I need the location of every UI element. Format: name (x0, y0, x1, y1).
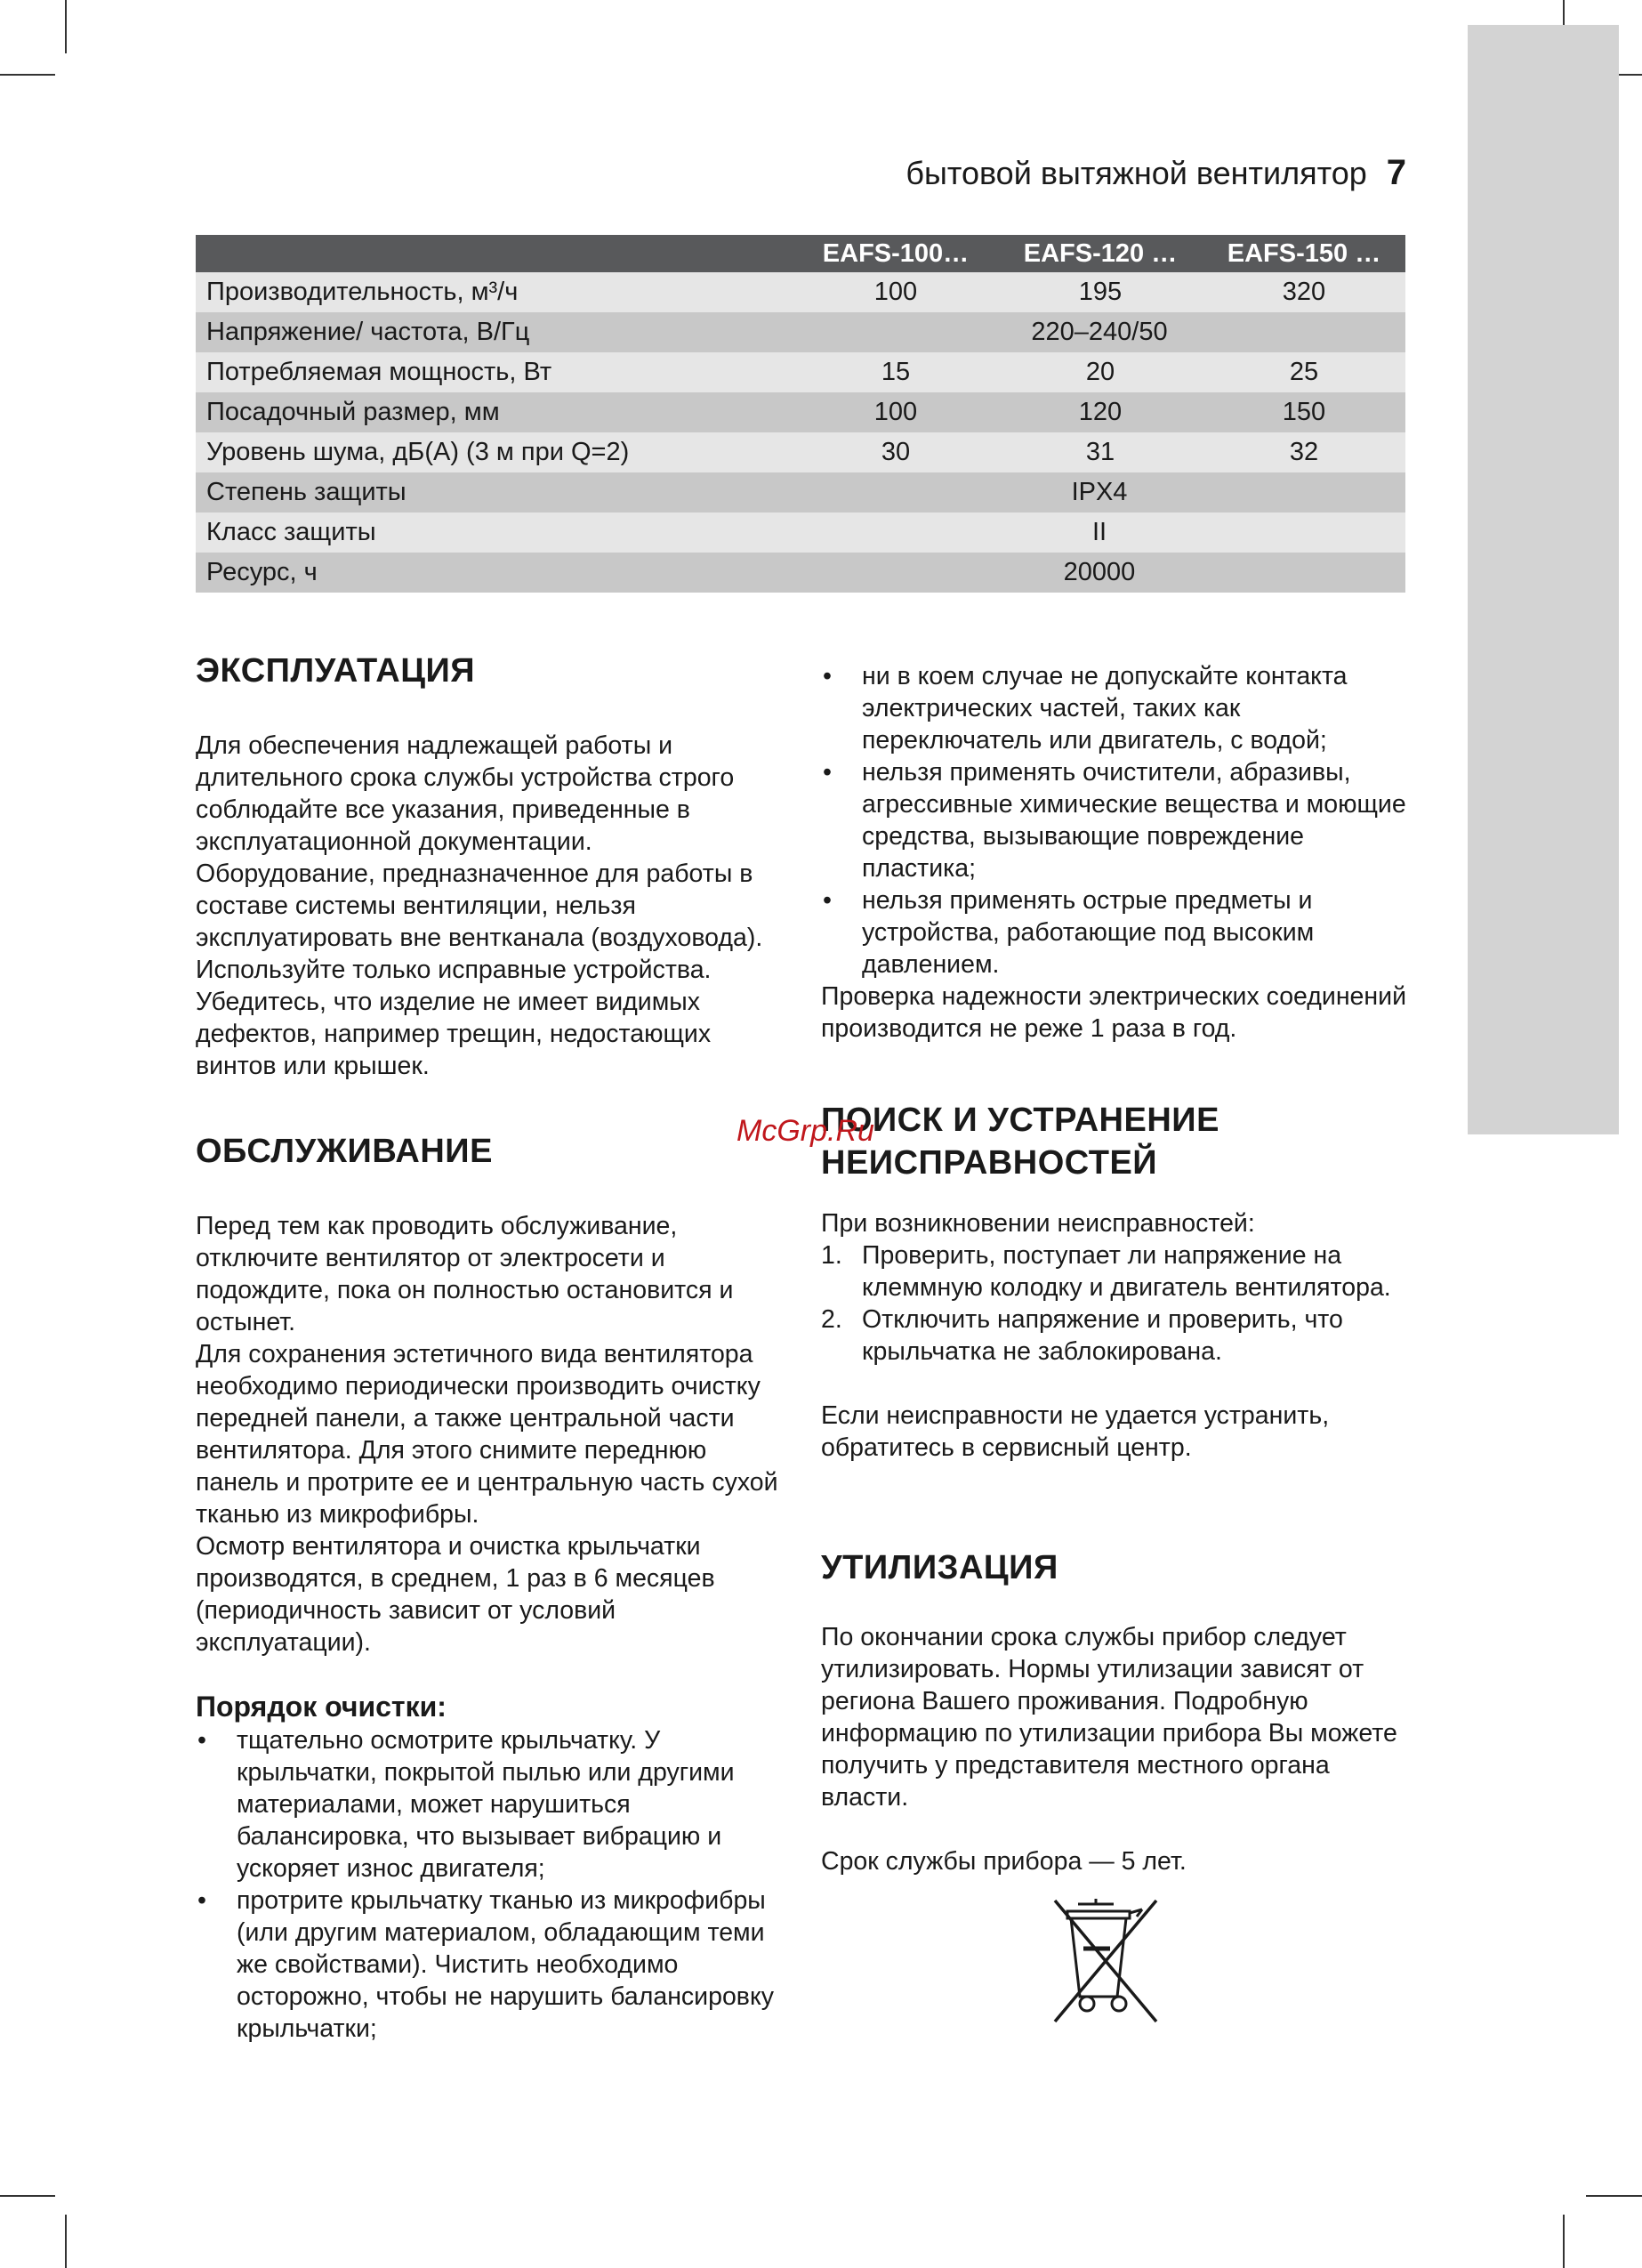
table-row (196, 513, 1405, 553)
paragraph: Для сохранения эстетичного вида вентилятора необходимо периодически производить очистку передней панели, а также центральной части вентилятора. Для этого снимите переднюю панель и протрите ее и центральную часть сухой тканью из микрофибры. (196, 1340, 778, 1529)
paragraph: Перед тем как проводить обслуживание, отключите вентилятор от электросети и подождите, пока он полностью остановится и остынет. (196, 1212, 734, 1336)
page-number: 7 (1386, 153, 1406, 192)
paragraph: Проверка надежности электрических соединений производится не реже 1 раза в год. (821, 982, 1406, 1043)
paragraph: Осмотр вентилятора и очистка крыльчатки производятся, в среднем, 1 раз в 6 месяцев (периодичность зависит от условий эксплуатации). (196, 1532, 715, 1657)
section-title-troubleshooting (821, 1099, 1417, 1184)
crop-mark (1586, 2195, 1642, 2197)
cell-value: 15 (793, 352, 998, 392)
cell-value: 100 (793, 392, 998, 432)
table-header-cell: EAFS-100… (793, 235, 998, 272)
troubleshooting-steps (821, 1239, 1417, 1368)
cell-value: 220–240/50 (793, 312, 1405, 352)
cell-value: 120 (998, 392, 1203, 432)
table-header-row (196, 235, 1405, 272)
list-item (821, 1303, 1417, 1368)
table-row (196, 352, 1405, 392)
troubleshooting-section (821, 1099, 1417, 1464)
list-item: • нельзя применять острые предметы и устройства, работающие под высоким давлением. (821, 884, 1417, 981)
cleaning-continued (821, 660, 1417, 1045)
table-row (196, 472, 1405, 513)
cell-value: 100 (793, 272, 998, 312)
disposal-section (821, 1546, 1417, 1877)
list-item: • тщательно осмотрите крыльчатку. У крыльчатки, покрытой пылью или другими материалами, может нарушиться балансировка, что вызывает вибрацию и ускоряет износ двигателя; (196, 1724, 792, 1885)
title-line: ПОИСК И УСТРАНЕНИЕ (821, 1102, 1219, 1139)
section-title-disposal: УТИЛИЗАЦИЯ (821, 1549, 1058, 1586)
row-label: Класс защиты (196, 513, 793, 553)
paragraph: Для обеспечения надлежащей работы и длительного срока службы устройства строго соблюдайте все указания, приведенные в эксплуатационной документации. (196, 731, 735, 856)
step-text: Отключить напряжение и проверить, что крыльчатка не заблокирована. (862, 1305, 1343, 1366)
table-header-cell: EAFS-150 … (1203, 235, 1405, 272)
paragraph: Используйте только исправные устройства. Убедитесь, что изделие не имеет видимых дефектов, например трещин, недостающих винтов или крышек. (196, 956, 712, 1080)
cell-value: 320 (1203, 272, 1405, 312)
paragraph: Срок службы прибора — 5 лет. (821, 1847, 1187, 1876)
running-header-title: бытовой вытяжной вентилятор (906, 155, 1367, 191)
table-row (196, 392, 1405, 432)
paragraph: Если неисправности не удается устранить, обратитесь в сервисный центр. (821, 1401, 1330, 1462)
row-label: Степень защиты (196, 472, 793, 513)
crop-mark (0, 74, 55, 76)
table-row (196, 553, 1405, 593)
crop-mark (65, 0, 67, 53)
row-label: Производительность, м³/ч (196, 272, 793, 312)
cell-value: 20000 (793, 553, 1405, 593)
spec-table (196, 235, 1405, 593)
paragraph: При возникновении неисправностей: (821, 1209, 1255, 1238)
cleaning-list (196, 1724, 792, 2045)
row-label: Напряжение/ частота, В/Гц (196, 312, 793, 352)
table-header-cell: EAFS-120 … (998, 235, 1203, 272)
row-label: Ресурс, ч (196, 553, 793, 593)
crop-mark (0, 2195, 55, 2197)
list-item: • ни в коем случае не допускайте контакта электрических частей, таких как переключатель или двигатель, с водой; (821, 660, 1417, 756)
cell-value: II (793, 513, 1405, 553)
table-row (196, 312, 1405, 352)
cell-value: 25 (1203, 352, 1405, 392)
crop-mark (1563, 2215, 1565, 2268)
step-number: 1. (821, 1241, 842, 1270)
table-header-cell (196, 235, 793, 272)
cell-value: 32 (1203, 432, 1405, 472)
cleaning-list-continued (821, 660, 1417, 981)
table-row (196, 272, 1405, 312)
crop-mark (65, 2215, 67, 2268)
running-header (906, 153, 1406, 193)
paragraph: По окончании срока службы прибор следует утилизировать. Нормы утилизации зависят от региона Вашего проживания. Подробную информацию по утилизации прибора Вы можете получить у представителя местного органа власти. (821, 1623, 1397, 1812)
paragraph: Оборудование, предназначенное для работы в составе системы вентиляции, нельзя эксплуатировать вне вентканала (воздуховода). (196, 860, 763, 952)
row-label: Потребляемая мощность, Вт (196, 352, 793, 392)
title-line: НЕИСПРАВНОСТЕЙ (821, 1144, 1158, 1182)
step-number: 2. (821, 1305, 842, 1334)
table-row (196, 432, 1405, 472)
cell-value: 150 (1203, 392, 1405, 432)
cell-value: 20 (998, 352, 1203, 392)
row-label: Уровень шума, дБ(А) (3 м при Q=2) (196, 432, 793, 472)
operation-section (196, 650, 792, 1082)
section-title-maintenance: ОБСЛУЖИВАНИЕ (196, 1133, 493, 1170)
cell-value: IPX4 (793, 472, 1405, 513)
cleaning-procedure-title: Порядок очистки: (196, 1691, 447, 1723)
watermark: McGrp.Ru (736, 1114, 874, 1148)
step-text: Проверить, поступает ли напряжение на клеммную колодку и двигатель вентилятора. (862, 1241, 1391, 1302)
maintenance-section (196, 1130, 792, 2045)
section-title-operation: ЭКСПЛУАТАЦИЯ (196, 652, 476, 690)
list-item: • нельзя применять очистители, абразивы, агрессивные химические вещества и моющие средства, вызывающие повреждение пластика; (821, 756, 1417, 884)
side-tab (1468, 25, 1619, 1134)
list-item: • протрите крыльчатку тканью из микрофибры (или другим материалом, обладающим теми же свойствами). Чистить необходимо осторожно, чтобы не нарушить балансировку крыльчатки; (196, 1885, 792, 2045)
cell-value: 30 (793, 432, 998, 472)
list-item (821, 1239, 1417, 1303)
row-label: Посадочный размер, мм (196, 392, 793, 432)
crossed-out-wheelie-bin-icon (1048, 1895, 1163, 2029)
cell-value: 195 (998, 272, 1203, 312)
cell-value: 31 (998, 432, 1203, 472)
